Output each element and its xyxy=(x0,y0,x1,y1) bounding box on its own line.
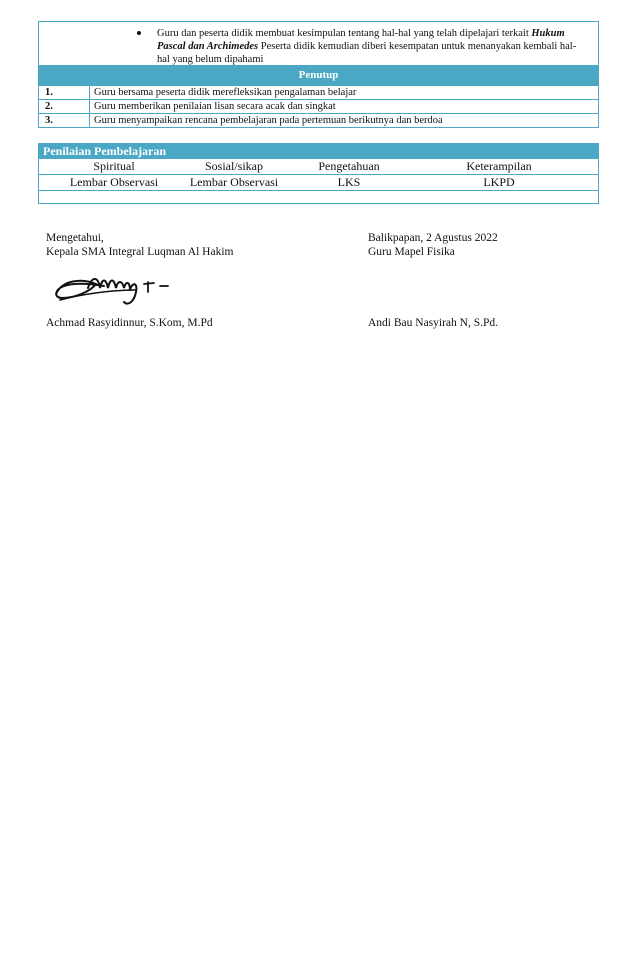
right-sign-line1: Balikpapan, 2 Agustus 2022 xyxy=(368,232,498,244)
penutup-table xyxy=(38,85,599,128)
bullet-icon xyxy=(137,31,141,35)
right-signer-name: Andi Bau Nasyirah N, S.Pd. xyxy=(368,317,499,329)
left-sign-line2: Kepala SMA Integral Luqman Al Hakim xyxy=(46,246,234,258)
emphasis-text: Hukum Pascal dan Archimedes xyxy=(157,28,565,52)
header-keterampilan: Keterampilan xyxy=(466,159,532,173)
penilaian-header: Penilaian Pembelajaran xyxy=(39,144,598,159)
row-text: Guru menyampaikan rencana pembelajaran pada pertemuan berikutnya dan berdoa xyxy=(90,114,599,128)
left-signer-name: Achmad Rasyidinnur, S.Kom, M.Pd xyxy=(46,317,213,329)
header-sosial: Sosial/sikap xyxy=(204,159,263,173)
left-sign-line1: Mengetahui, xyxy=(46,232,104,244)
activity-bullet xyxy=(141,27,581,66)
value-sosial: Lembar Observasi xyxy=(189,175,279,189)
right-sign-line2: Guru Mapel Fisika xyxy=(368,246,455,258)
penilaian-box xyxy=(38,143,599,204)
handwritten-signature-icon xyxy=(52,268,177,310)
row-number: 3. xyxy=(39,114,90,128)
header-pengetahuan: Pengetahuan xyxy=(318,159,380,173)
row-number: 2. xyxy=(39,100,90,114)
value-pengetahuan: LKS xyxy=(337,175,361,189)
row-text: Guru memberikan penilaian lisan secara acak dan singkat xyxy=(90,100,599,114)
table-row xyxy=(39,86,599,100)
row-number: 1. xyxy=(39,86,90,100)
row-text: Guru bersama peserta didik merefleksikan pengalaman belajar xyxy=(90,86,599,100)
value-keterampilan: LKPD xyxy=(483,175,515,189)
table-row xyxy=(39,100,599,114)
divider xyxy=(39,190,598,191)
activity-bullet-text: Guru dan peserta didik membuat kesimpulan tentang hal-hal yang telah dipelajari terkait Hukum Pascal dan Archimedes Peserta didik kemudian diberi kesempatan untuk menanyakan kembali hal-hal yang belum dipahami xyxy=(157,28,577,65)
header-spiritual: Spiritual xyxy=(93,159,135,173)
value-spiritual: Lembar Observasi xyxy=(69,175,159,189)
penutup-header: Penutup xyxy=(38,65,599,85)
activity-box xyxy=(38,21,599,65)
table-row xyxy=(39,114,599,128)
